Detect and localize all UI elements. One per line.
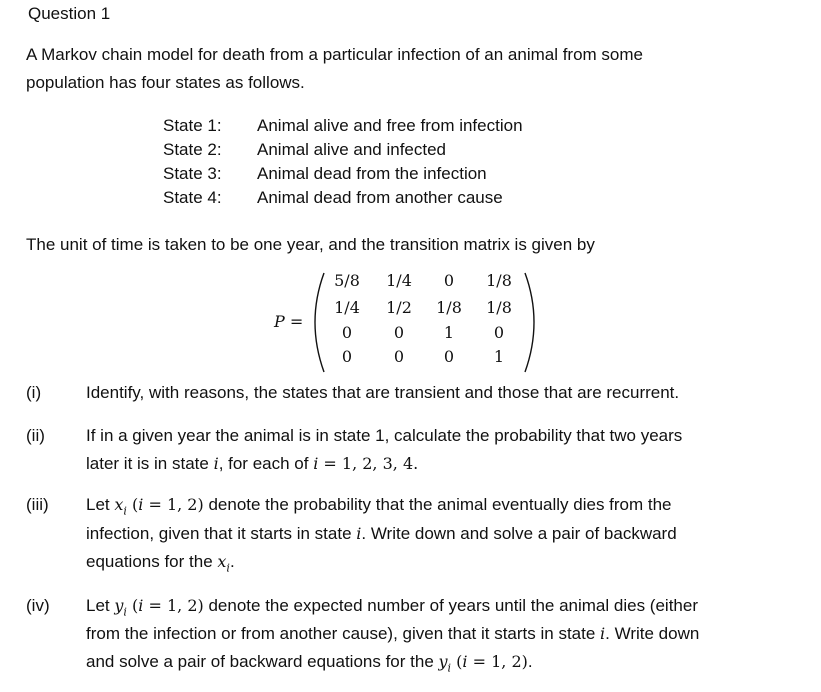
math-sub: i — [447, 661, 452, 675]
matrix-cell: 0 — [393, 323, 405, 342]
math-text: = 1, 2, 3, 4. — [318, 454, 419, 473]
math-var: y — [438, 652, 448, 671]
text-span: equations for the — [86, 552, 218, 571]
math-var: x — [114, 495, 124, 514]
math-var: i — [600, 624, 606, 643]
unit-text: The unit of time is taken to be one year, and the transition matrix is given by — [26, 235, 595, 254]
state-2-desc: Animal alive and infected — [257, 140, 447, 159]
text-span: from the infection or from another cause), given that it starts in state — [86, 624, 601, 643]
matrix-p: P = — [274, 312, 304, 331]
math-var: y — [114, 596, 124, 615]
part-iii-number: (iii) — [26, 495, 49, 514]
text-span: . Write down and solve a pair of backward — [361, 524, 677, 543]
state-4-desc: Animal dead from another cause — [257, 188, 503, 207]
state-3-label: State 3: — [163, 164, 222, 183]
math-sub: i — [226, 561, 230, 575]
text-span: infection, given that it starts in state — [86, 524, 357, 543]
math-sub: i — [123, 504, 127, 518]
text-span: . — [229, 552, 235, 571]
math-text: = 1, 2) — [143, 596, 204, 615]
intro-line-1: A Markov chain model for death from a particular infection of an animal from some — [26, 45, 644, 64]
matrix-cell: 0 — [493, 323, 505, 342]
matrix-cell: 0 — [341, 347, 353, 366]
part-iv-number: (iv) — [26, 596, 50, 615]
matrix-cell: 1 — [443, 323, 455, 342]
matrix-cell: 0 — [443, 271, 455, 290]
part-iii-line-3 — [86, 552, 235, 578]
intro-line-2: population has four states as follows. — [26, 73, 305, 92]
text-span: and solve a pair of backward equations for the — [86, 652, 439, 671]
matrix-cell: 0 — [341, 323, 353, 342]
math-text: = 1, 2) — [467, 652, 528, 671]
matrix-cell: 5/8 — [334, 271, 360, 290]
part-iii-line-1 — [86, 495, 672, 521]
math-text: = 1, 2) — [143, 495, 204, 514]
part-ii-line-2 — [86, 454, 418, 474]
part-iv-line-3 — [86, 652, 533, 678]
part-i-number: (i) — [26, 383, 42, 402]
state-3-desc: Animal dead from the infection — [257, 164, 487, 183]
matrix-cell: 1/2 — [386, 298, 412, 317]
part-i-text: Identify, with reasons, the states that are transient and those that are recurrent. — [86, 383, 680, 402]
text-span: Let — [86, 495, 115, 514]
math-var: x — [217, 552, 227, 571]
part-iv-line-1 — [86, 596, 698, 622]
text-span: . — [527, 652, 533, 671]
text-span: denote the probability that the animal eventually dies from the — [203, 495, 672, 514]
part-iv-line-2 — [86, 624, 699, 644]
question-title: Question 1 — [28, 4, 111, 23]
text-span: later it is in state — [86, 454, 214, 473]
state-1-desc: Animal alive and free from infection — [257, 116, 523, 135]
math-var: i — [356, 524, 362, 543]
text-span: denote the expected number of years until the animal dies (either — [203, 596, 698, 615]
math-text: ( — [126, 495, 139, 514]
text-span: . Write down — [605, 624, 700, 643]
math-var: i — [462, 652, 468, 671]
matrix-cell: 1/8 — [486, 271, 512, 290]
math-text: ( — [451, 652, 463, 671]
matrix-right-bracket — [525, 273, 534, 372]
matrix-cell: 1/4 — [386, 271, 412, 290]
text-span: , for each of — [218, 454, 314, 473]
text-span: Let — [86, 596, 115, 615]
state-4-label: State 4: — [163, 188, 222, 207]
part-ii-number: (ii) — [26, 426, 45, 445]
part-iii-line-2 — [86, 524, 677, 544]
math-var: i — [213, 454, 219, 473]
matrix-cell: 1/8 — [486, 298, 512, 317]
matrix-cell: 0 — [443, 347, 455, 366]
matrix-cell: 1/4 — [334, 298, 360, 317]
math-var: i — [138, 495, 144, 514]
matrix-cell: 1 — [493, 347, 505, 366]
math-var: i — [313, 454, 319, 473]
math-sub: i — [123, 605, 127, 619]
math-text: ( — [126, 596, 139, 615]
part-ii-line-1: If in a given year the animal is in state 1, calculate the probability that two years — [86, 426, 683, 445]
matrix-cell: 1/8 — [436, 298, 462, 317]
matrix-cell: 0 — [393, 347, 405, 366]
math-var: i — [138, 596, 144, 615]
state-1-label: State 1: — [163, 116, 222, 135]
state-2-label: State 2: — [163, 140, 222, 159]
